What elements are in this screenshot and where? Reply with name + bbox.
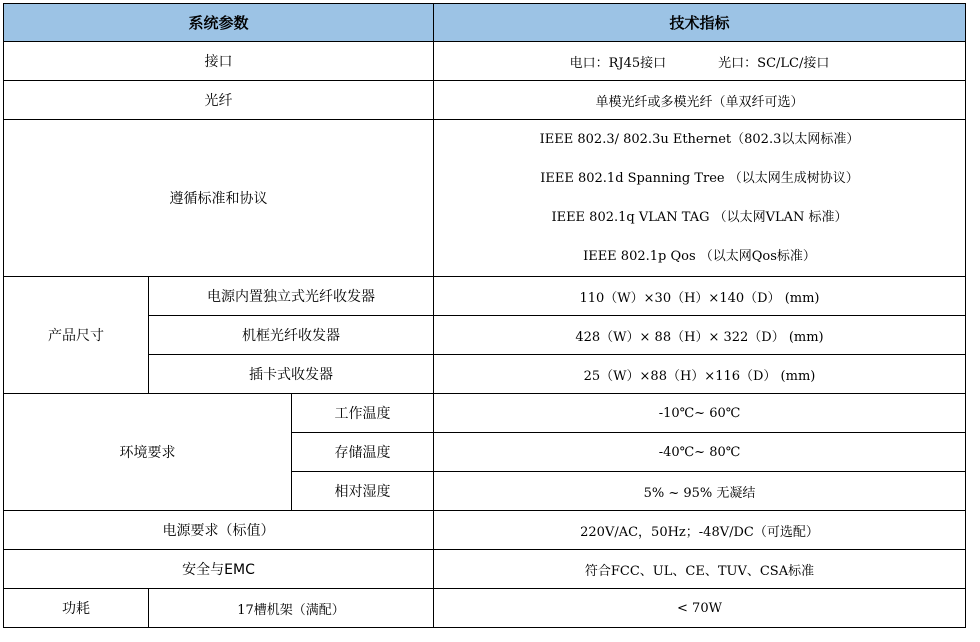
spec-table-container: [3, 3, 966, 628]
fiber-value: 单模光纤或多模光纤（单双纤可选）: [434, 81, 966, 120]
environment-item-name: 工作温度: [292, 394, 434, 433]
safety-label: 安全与EMC: [4, 550, 434, 589]
power-value: 220V/AC，50Hz；-48V/DC（可选配）: [434, 511, 966, 550]
standard-line: IEEE 802.1p Qos （以太网Qos标准）: [583, 249, 816, 264]
header-row: [4, 4, 966, 42]
interface-optical: 光口：SC/LC/接口: [718, 55, 830, 71]
environment-item-name: 存储温度: [292, 433, 434, 472]
environment-item-value: -10℃~ 60℃: [434, 394, 966, 433]
standards-value: [434, 120, 966, 277]
row-size-1: [4, 277, 966, 316]
interface-value: [434, 42, 966, 81]
environment-label: 环境要求: [4, 394, 292, 511]
environment-item-name: 相对湿度: [292, 472, 434, 511]
row-safety: [4, 550, 966, 589]
size-item-name: 插卡式收发器: [149, 355, 434, 394]
fiber-label: 光纤: [4, 81, 434, 120]
row-fiber: [4, 81, 966, 120]
row-standards: [4, 120, 966, 277]
standards-label: 遵循标准和协议: [4, 120, 434, 277]
interface-label: 接口: [4, 42, 434, 81]
row-power: [4, 511, 966, 550]
row-size-3: [4, 355, 966, 394]
standard-line: IEEE 802.3/ 802.3u Ethernet（802.3以太网标准）: [539, 132, 860, 147]
consumption-label: 功耗: [4, 589, 149, 628]
standard-line: IEEE 802.1q VLAN TAG （以太网VLAN 标准）: [551, 210, 848, 225]
row-consumption: [4, 589, 966, 628]
size-item-value: 25（W）×88（H）×116（D） (mm): [434, 355, 966, 394]
spec-table: [3, 3, 966, 628]
row-env-1: [4, 394, 966, 433]
size-item-name: 电源内置独立式光纤收发器: [149, 277, 434, 316]
size-item-name: 机框光纤收发器: [149, 316, 434, 355]
power-label: 电源要求（标值）: [4, 511, 434, 550]
consumption-value: < 70W: [434, 589, 966, 628]
environment-item-value: 5% ~ 95% 无凝结: [434, 472, 966, 511]
row-interface: [4, 42, 966, 81]
size-item-value: 110（W）×30（H）×140（D） (mm): [434, 277, 966, 316]
safety-value: 符合FCC、UL、CE、TUV、CSA标准: [434, 550, 966, 589]
consumption-sub: 17槽机架（满配）: [149, 589, 434, 628]
size-item-value: 428（W）× 88（H）× 322（D） (mm): [434, 316, 966, 355]
environment-item-value: -40℃~ 80℃: [434, 433, 966, 472]
header-param: 系统参数: [4, 4, 434, 42]
standard-line: IEEE 802.1d Spanning Tree （以太网生成树协议）: [540, 171, 859, 186]
interface-electric: 电口：RJ45接口: [569, 55, 667, 71]
row-size-2: [4, 316, 966, 355]
size-label: 产品尺寸: [4, 277, 149, 394]
header-spec: 技术指标: [434, 4, 966, 42]
